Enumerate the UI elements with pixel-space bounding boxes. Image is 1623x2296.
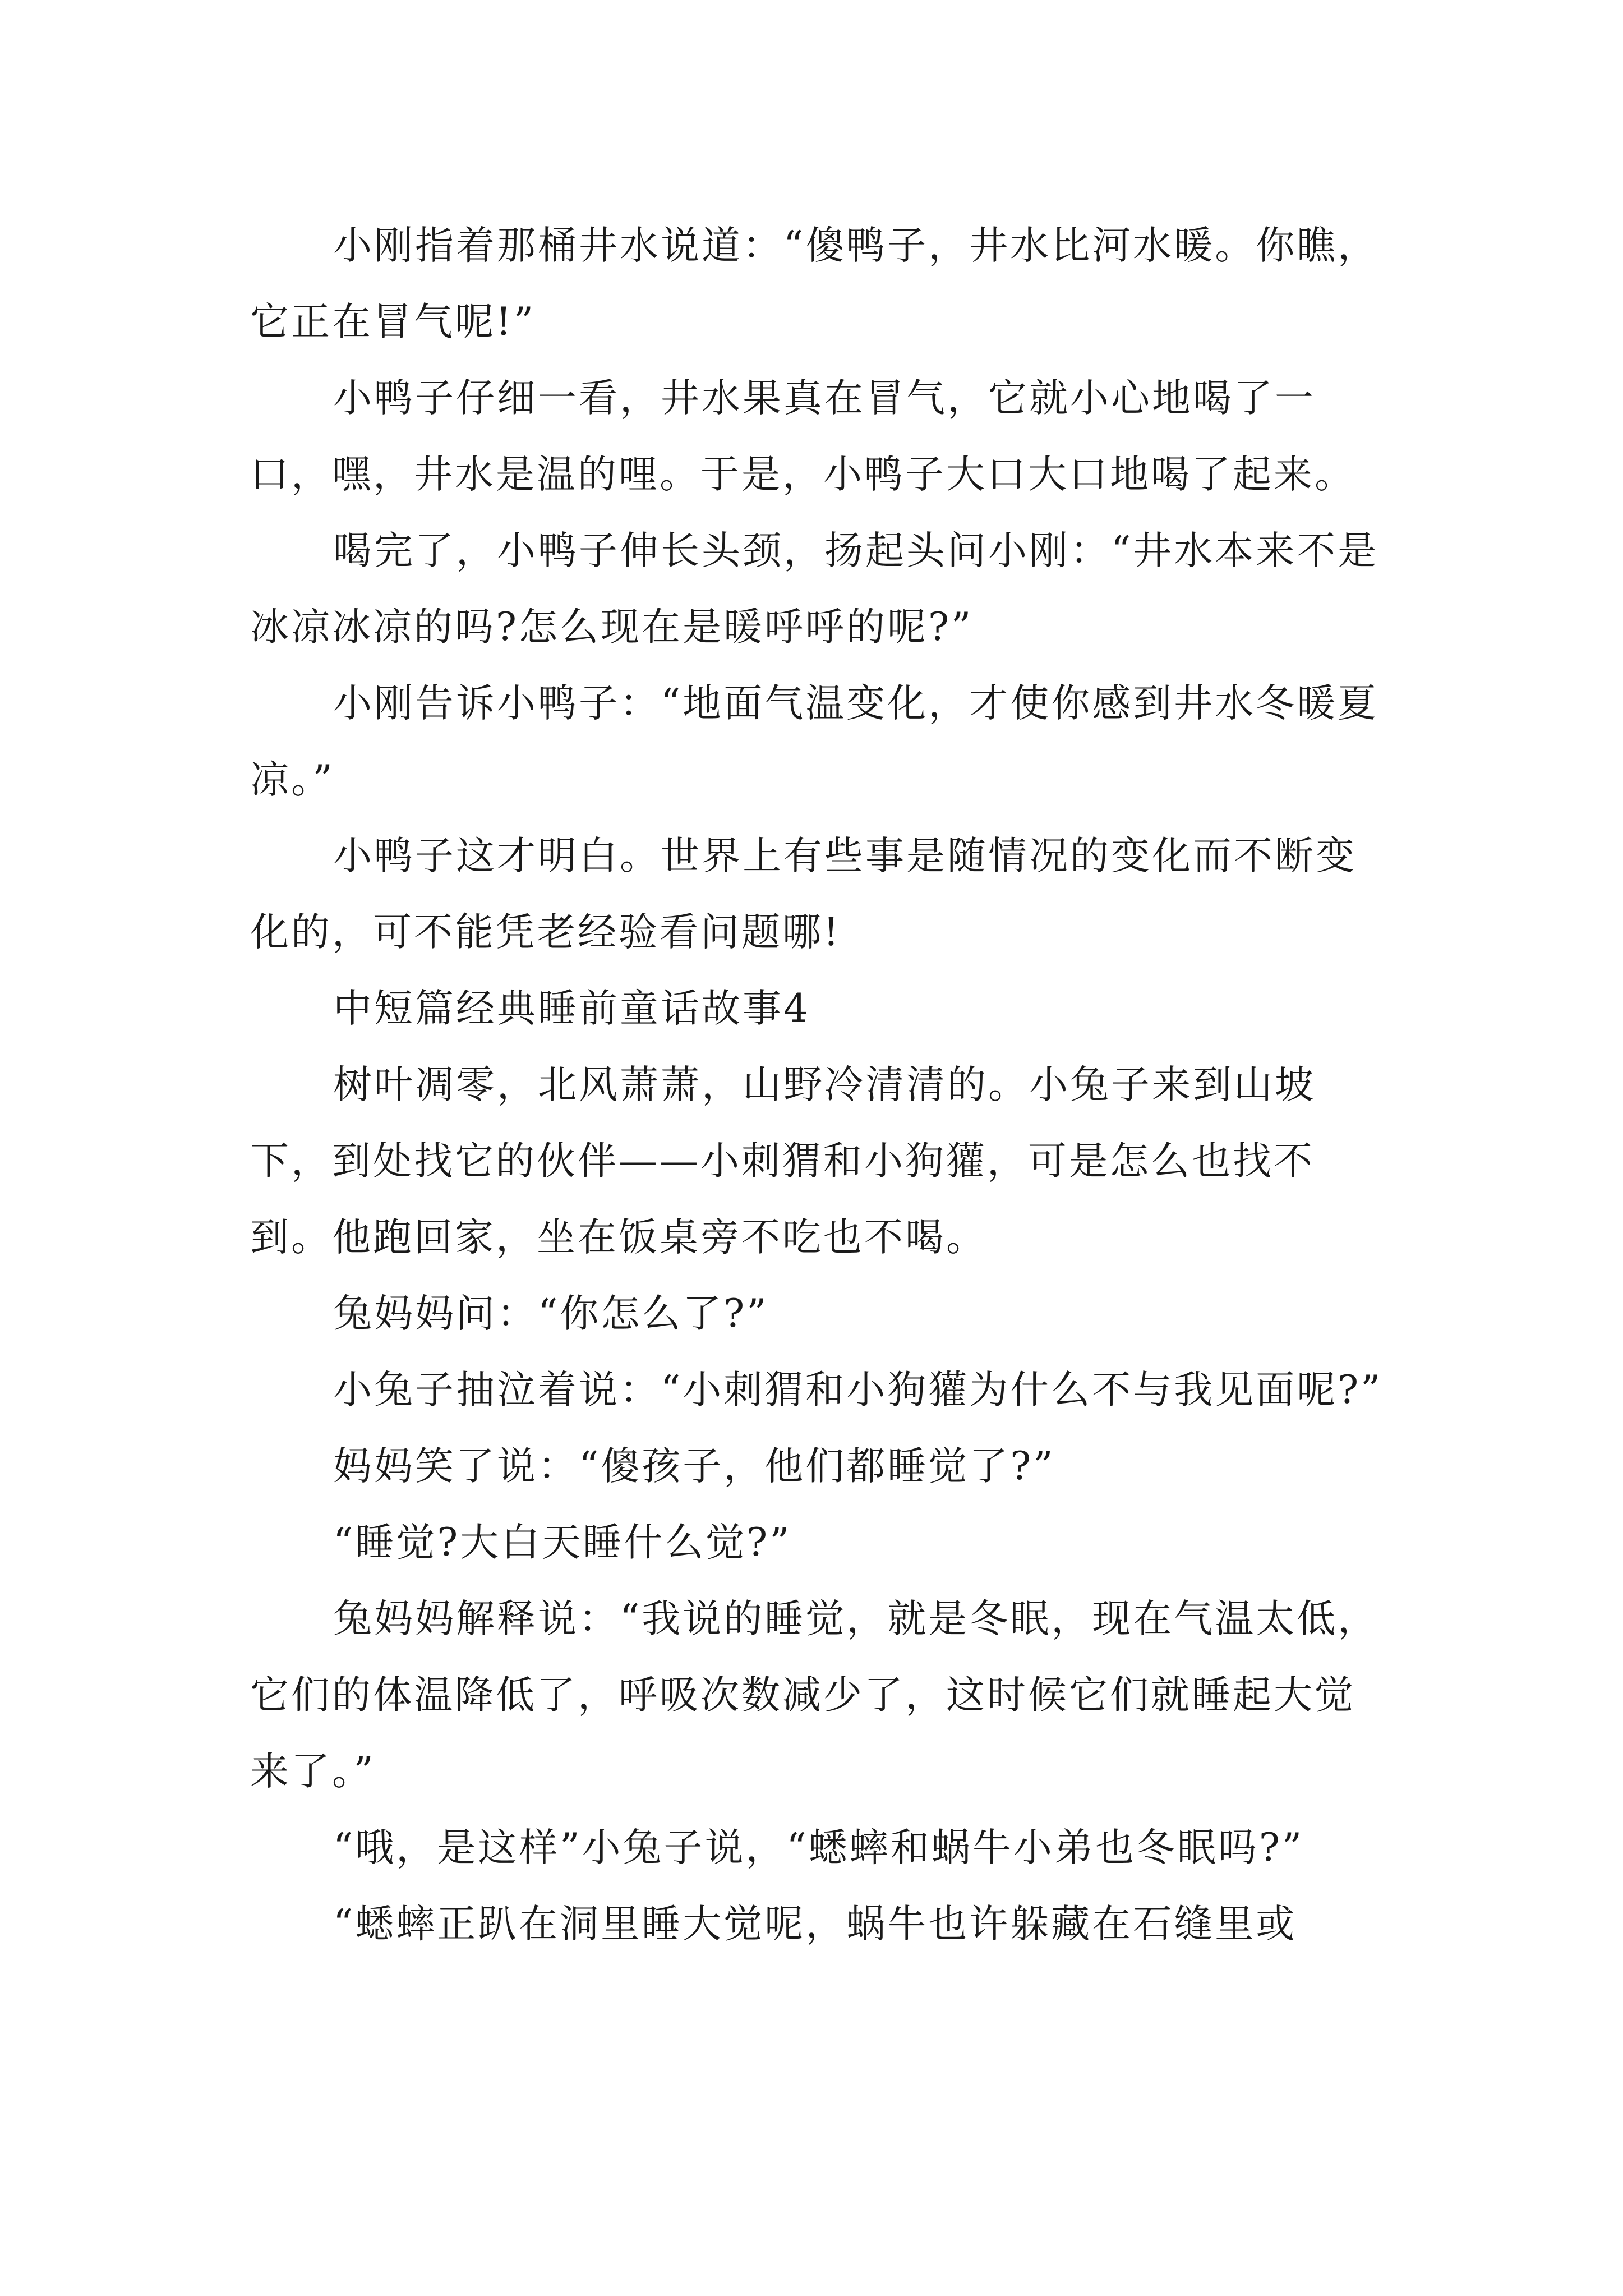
paragraph-11: 兔妈妈解释说：“我说的睡觉，就是冬眠，现在气温太低，它们的体温降低了，呼吸次数减少了，这时候它们就睡起大觉来了。” (250, 1596, 1379, 1794)
paragraph-1: 小刚指着那桶井水说道：“傻鸭子，井水比河水暖。你瞧，它正在冒气呢!” (250, 223, 1379, 344)
paragraph-4: 小刚告诉小鸭子：“地面气温变化，才使你感到井水冬暖夏凉。” (250, 681, 1379, 802)
paragraph-9: 妈妈笑了说：“傻孩子，他们都睡觉了?” (333, 1444, 1055, 1489)
paragraph-10: “睡觉?大白天睡什么觉?” (333, 1520, 792, 1565)
story-title: 中短篇经典睡前童话故事4 (333, 986, 810, 1031)
paragraph-8: 小兔子抽泣着说：“小刺猬和小狗獾为什么不与我见面呢?” (333, 1368, 1383, 1412)
paragraph-6: 树叶凋零，北风萧萧，山野冷清清的。小兔子来到山坡下，到处找它的伙伴——小刺猬和小狗獾，可是怎么也找不到。他跑回家，坐在饭桌旁不吃也不喝。 (250, 1062, 1316, 1260)
story-text (250, 208, 1394, 1962)
paragraph-12: “哦，是这样”小兔子说，“蟋蟀和蜗牛小弟也冬眠吗?” (333, 1825, 1304, 1870)
paragraph-2: 小鸭子仔细一看，井水果真在冒气，它就小心地喝了一口，嘿，井水是温的哩。于是，小鸭子大口大口地喝了起来。 (250, 376, 1355, 497)
paragraph-7: 兔妈妈问：“你怎么了?” (333, 1291, 769, 1336)
paragraph-5: 小鸭子这才明白。世界上有些事是随情况的变化而不断变化的，可不能凭老经验看问题哪! (250, 834, 1357, 955)
paragraph-13: “蟋蟀正趴在洞里睡大觉呢，蜗牛也许躲藏在石缝里或 (333, 1902, 1297, 1947)
paragraph-3: 喝完了，小鸭子伸长头颈，扬起头问小刚：“井水本来不是冰凉冰凉的吗?怎么现在是暖呼呼的呢?” (250, 528, 1379, 650)
